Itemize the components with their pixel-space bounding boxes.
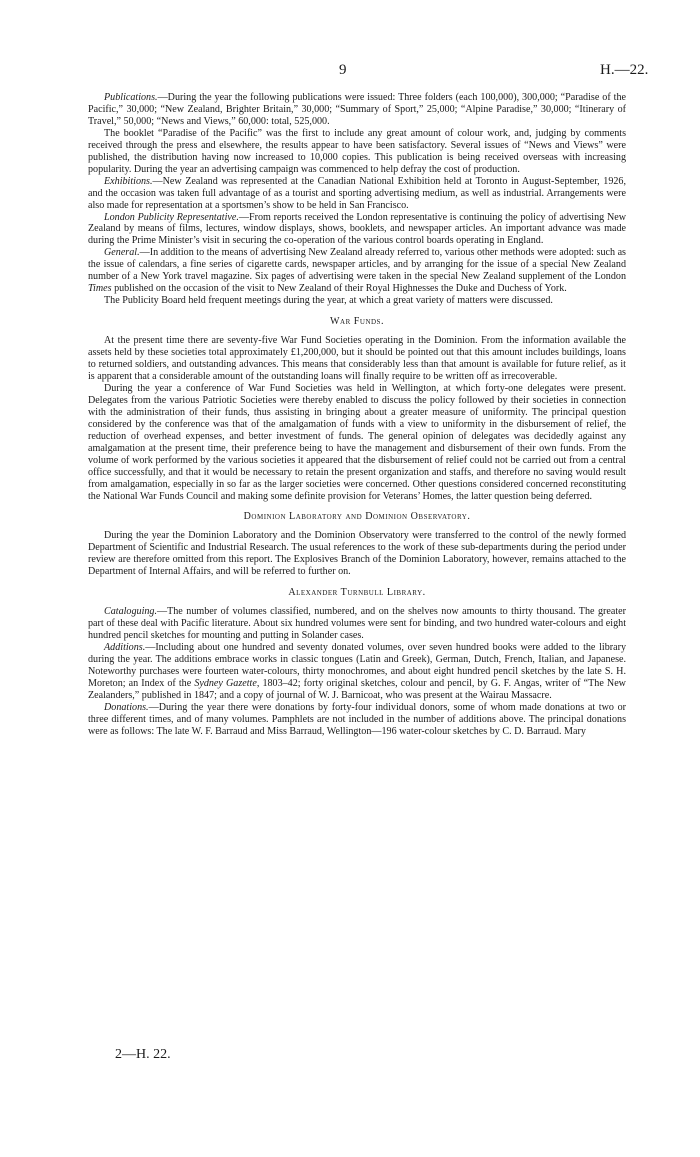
page-header: [0, 62, 700, 82]
paragraph-war-funds-1: At the present time there are seventy-five War Fund Societies operating in the Dominion. From the information available the assets held by these societies total approximately £1,200,000, but it should be pointed out that this amount includes buildings, loans to returned soldiers, and outstanding advances. This means that considerably less than that amount is available for future relief, as it is apparent that a considerable amount of the outstanding loans will finally require to be written off as irrecoverable.: [88, 335, 626, 382]
paragraph-war-funds-2: During the year a conference of War Fund Societies was held in Wellington, at which forty-one delegates were present. Delegates from the various Patriotic Societies were thereby enabled to discuss the policy followed by their societies in connection with the administration of their funds, thus assisting in bringing about a greater measure of uniformity. The principal question considered by the conference was that of the amalgamation of funds with a view to uniformity in the disbursement of relief, the reduction of overhead expenses, and better investment of funds. The general opinion of delegates was decidedly against any amalgamation at the present time, their preference being to have the management and disbursement of their own funds. From the volume of work performed by the various societies it appeared that the disbursement of relief could not be carried out from a central office successfully, and that it would be necessary to retain the present organization and staffs, and therefore no saving would result from amalgamation, especially in so far as the larger societies were concerned. Other questions considered concerned reconstituting the National War Funds Council and making some definite provision for Veterans’ Homes, the latter question being deferred.: [88, 382, 626, 502]
label-cataloguing: Cataloguing.: [104, 606, 157, 618]
paragraph-donations: Donations.—During the year there were donations by forty-four individual donors, some of whom made donations at two or three different times, and of many volumes. Pamphlets are not included in the number of additions above. The principal donations were as follows: The late W. F. Barraud and Miss Barraud, Wellington—196 water-colour sketches by C. D. Barraud. Mary: [88, 701, 626, 737]
paragraph-london-representative: London Publicity Representative.—From reports received the London representative is continuing the policy of advertising New Zealand by means of films, lectures, window displays, shows, booklets, and newspaper articles. An important advance was made during the Prime Minister’s visit in securing the co-operation of the various control boards operating in England.: [88, 211, 626, 247]
label-general: General.: [104, 247, 140, 259]
label-exhibitions: Exhibitions.: [104, 175, 153, 187]
page-number: 9: [339, 62, 347, 78]
heading-dominion-laboratory: Dominion Laboratory and Dominion Observatory.: [243, 511, 471, 523]
paragraph-additions: Additions.—Including about one hundred and seventy donated volumes, over seven hundred books were added to the library during the year. The additions embrace works in classic tongues (Latin and Greek), German, Dutch, French, Italian, and Japanese. Noteworthy purchases were fourteen water-colours, thirty monochromes, and about eight hundred pencil sketches by the late S. H. Moreton; an Index of the Sydney Gazette, 1803–42; forty original sketches, colour and pencil, by G. F. Angas, writer of “The New Zealanders,” published in 1847; and a copy of journal of W. J. Barnicoat, who was present at the Wairau Massacre.: [88, 642, 626, 701]
label-london-representative: London Publicity Representative.: [104, 211, 239, 223]
paragraph-dominion-laboratory: During the year the Dominion Laboratory and the Dominion Observatory were transferred to the control of the newly formed Department of Scientific and Industrial Research. The usual references to the work of these sub-departments during the period under review are therefore omitted from this report. The Explosives Branch of the Dominion Laboratory, however, remains attached to the Department of Internal Affairs, and will be referred to further on.: [88, 530, 626, 578]
label-donations: Donations.: [104, 701, 149, 713]
paragraph-general: General.—In addition to the means of advertising New Zealand already referred to, various other methods were adopted: such as the issue of calendars, a fine series of cigarette cards, newspaper articles, and by arranging for the issue of a special New Zealand number of a New York travel magazine. Six pages of advertising were taken in the special New Zealand supplement of the London Times published on the occasion of the visit to New Zealand of their Royal Highnesses the Duke and Duchess of York.: [88, 247, 626, 295]
paragraph-publications: Publications.—During the year the following publications were issued: Three folders (each 100,000), 300,000; “Paradise of the Pacific,” 30,000; “New Zealand, Brighter Britain,” 30,000; “Summary of Sport,” 25,000; “Alpine Paradise,” 30,000; “Itinerary of Travel,” 50,000; “News and Views,” 60,000: total, 525,000.: [88, 92, 626, 127]
paragraph-publications-booklet: The booklet “Paradise of the Pacific” was the first to include any great amount of colour work, and, judging by comments received through the press and elsewhere, the results appear to have been satisfactory. Several issues of “News and Views” were published, the distribution having now increased to 10,000 copies. This publication is being received overseas with increasing popularity. During the year an advertising campaign was commenced to help defray the cost of production.: [88, 127, 626, 175]
paragraph-cataloguing: Cataloguing.—The number of volumes classified, numbered, and on the shelves now amounts to thirty thousand. The greater part of these deal with Pacific literature. About six hundred volumes were sent for binding, and two hundred water-colours and eight hundred pencil sketches for mounting and putting in Solander cases.: [88, 606, 626, 642]
label-publications: Publications.: [104, 92, 158, 103]
times-title: Times: [88, 283, 112, 295]
page-signature: 2—H. 22.: [115, 1047, 171, 1062]
document-reference: H.—22.: [600, 62, 649, 78]
sydney-gazette-title: Sydney Gazette: [194, 677, 257, 689]
paragraph-exhibitions: Exhibitions.—New Zealand was represented at the Canadian National Exhibition held at Toronto in August-September, 1926, and the occasion was taken full advantage of as a tourist and sporting advertising medium, as well as industrial. Arrangements were also made for representation at a sportsmen’s show to be held in San Francisco.: [88, 175, 626, 211]
label-additions: Additions.: [104, 642, 146, 654]
heading-turnbull-library: Alexander Turnbull Library.: [288, 587, 426, 599]
document-body: [88, 92, 626, 738]
heading-war-funds: War Funds.: [330, 316, 384, 328]
paragraph-publicity-board: The Publicity Board held frequent meetings during the year, at which a great variety of matters were discussed.: [104, 295, 553, 307]
